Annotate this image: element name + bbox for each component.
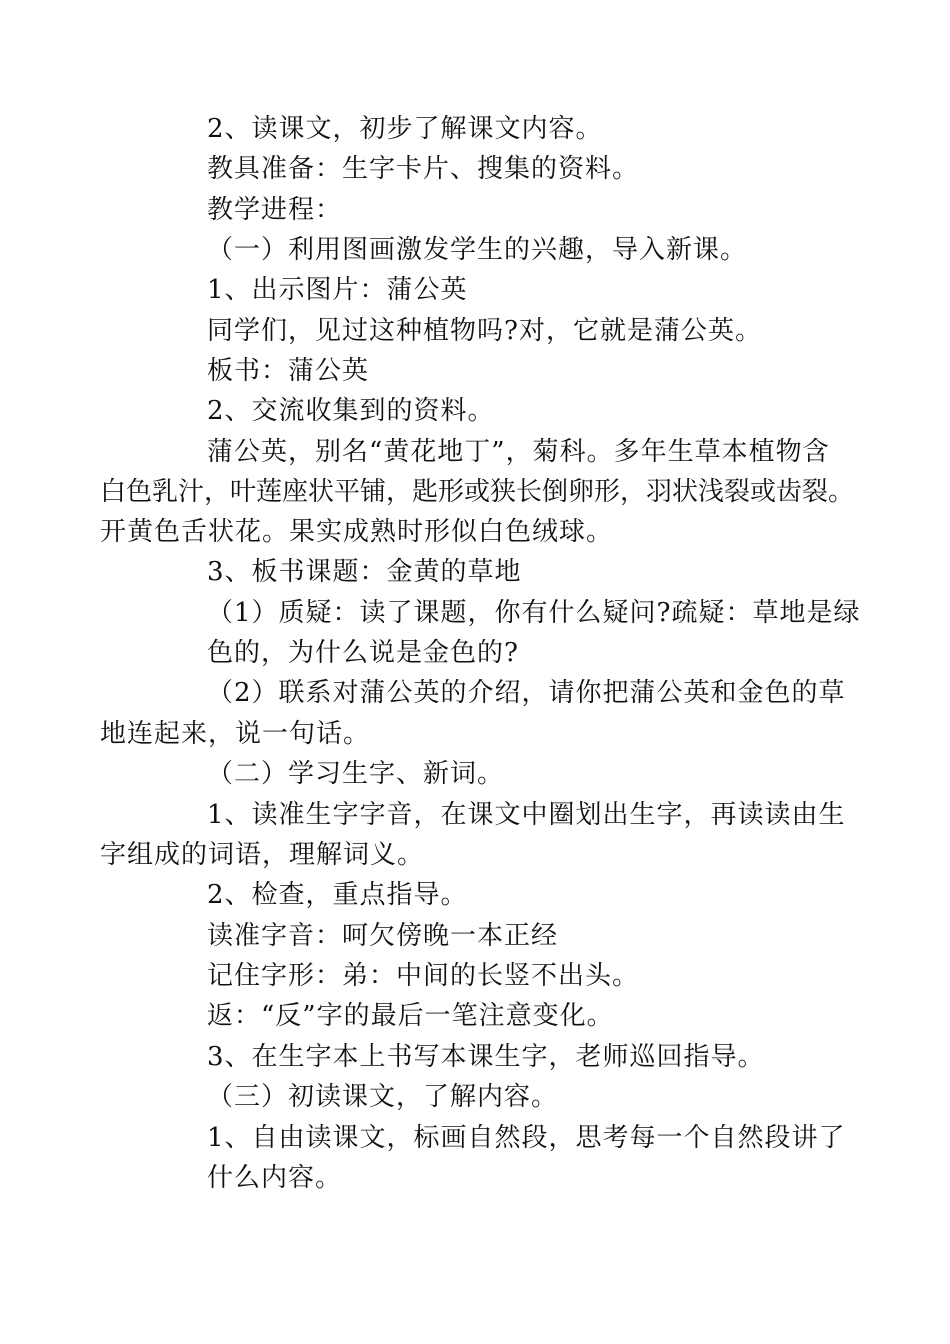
section-heading: （二）学习生字、新词。: [207, 759, 505, 789]
text-line: （1）质疑：读了课题，你有什么疑问?疏疑：草地是绿: [207, 598, 861, 628]
section-heading: （一）利用图画激发学生的兴趣，导入新课。: [207, 235, 748, 265]
text-line: 地连起来，说一句话。: [100, 719, 371, 749]
text-line: 3、在生字本上书写本课生字，老师巡回指导。: [207, 1042, 765, 1072]
text-line: 教学进程：: [207, 195, 343, 225]
text-line: 白色乳汁，叶莲座状平铺，匙形或狭长倒卵形，羽状浅裂或齿裂。: [100, 477, 855, 507]
text-line: 色的，为什么说是金色的?: [207, 638, 519, 668]
text-line: 读准字音：呵欠傍晚一本正经: [207, 921, 559, 951]
text-line: 教具准备：生字卡片、搜集的资料。: [207, 154, 640, 184]
text-line: 2、检查，重点指导。: [207, 880, 468, 910]
text-line: 记住字形：弟：中间的长竖不出头。: [207, 961, 640, 991]
text-line: 蒲公英，别名“黄花地丁”，菊科。多年生草本植物含: [207, 437, 830, 467]
text-line: 2、读课文，初步了解课文内容。: [207, 114, 603, 144]
text-line: 3、板书课题：金黄的草地: [207, 557, 522, 587]
text-line: 同学们，见过这种植物吗?对，它就是蒲公英。: [207, 316, 762, 346]
text-line: 1、读准生字字音，在课文中圈划出生字，再读读由生: [207, 800, 846, 830]
text-line: 开黄色舌状花。果实成熟时形似白色绒球。: [100, 517, 614, 547]
text-line: 返：“反”字的最后一笔注意变化。: [207, 1001, 614, 1031]
section-heading: （三）初读课文，了解内容。: [207, 1082, 559, 1112]
text-line: （2）联系对蒲公英的介绍，请你把蒲公英和金色的草: [207, 678, 846, 708]
text-line: 板书：蒲公英: [207, 356, 370, 386]
text-line: 什么内容。: [207, 1163, 343, 1193]
text-line: 1、出示图片：蒲公英: [207, 275, 468, 305]
text-line: 2、交流收集到的资料。: [207, 396, 495, 426]
text-line: 1、自由读课文，标画自然段，思考每一个自然段讲了: [207, 1123, 846, 1153]
text-line: 字组成的词语，理解词义。: [100, 840, 425, 870]
